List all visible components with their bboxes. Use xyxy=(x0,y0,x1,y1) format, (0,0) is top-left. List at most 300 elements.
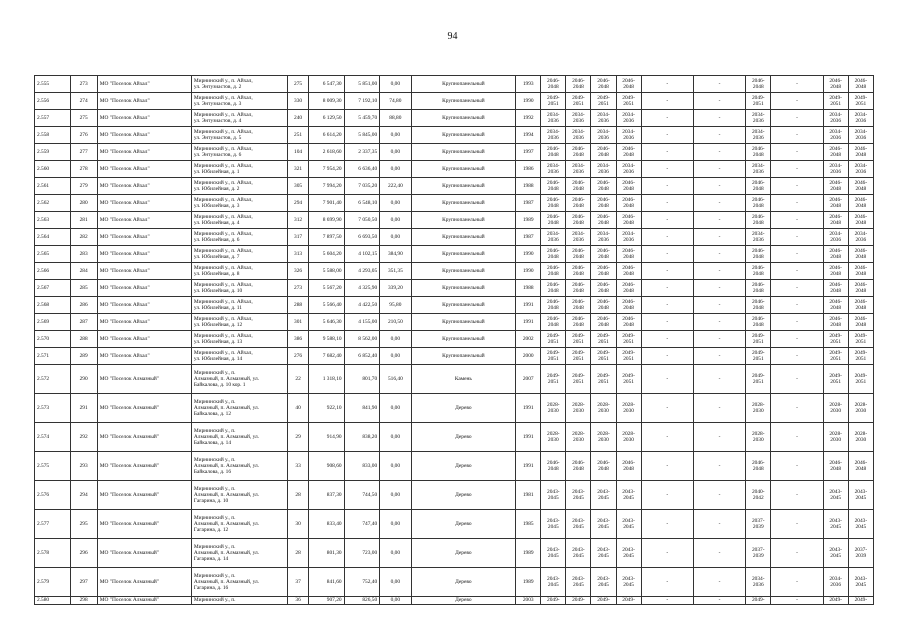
cell-apartments: 30 xyxy=(288,510,309,539)
cell-dash-2: - xyxy=(693,394,745,423)
cell-area-residential: 7 035,20 xyxy=(344,178,380,195)
cell-dash-3: - xyxy=(771,161,823,178)
cell-period-3: 2049- 2051 xyxy=(591,365,616,394)
cell-area-nonresidential: 516,40 xyxy=(380,365,411,394)
cell-area-nonresidential: 0,00 xyxy=(380,568,411,597)
cell-period-2: 2043- 2045 xyxy=(566,568,591,597)
cell-period-1: 2034- 2036 xyxy=(541,127,566,144)
cell-area-nonresidential: 0,00 xyxy=(380,452,411,481)
cell-area-residential: 826,50 xyxy=(344,597,380,605)
cell-area-residential: 4 325,90 xyxy=(344,280,380,297)
cell-number: 2.575 xyxy=(35,452,71,481)
cell-period-2: 2049- 2051 xyxy=(566,93,591,110)
cell-area-residential: 752,40 xyxy=(344,568,380,597)
cell-year-built: 1991 xyxy=(516,452,541,481)
cell-area-total: 2 618,60 xyxy=(309,144,345,161)
cell-number: 2.568 xyxy=(35,297,71,314)
cell-apartments: 251 xyxy=(288,127,309,144)
cell-apartments: 273 xyxy=(288,280,309,297)
cell-dash-2: - xyxy=(693,280,745,297)
cell-dash-3: - xyxy=(771,144,823,161)
cell-dash-2: - xyxy=(693,597,745,605)
cell-dash-3: - xyxy=(771,597,823,605)
cell-apartments: 104 xyxy=(288,144,309,161)
cell-period-5: 2040- 2042 xyxy=(746,481,771,510)
cell-address: Мирнинский у., п. Алмазный, п. Алмазный, ул. Гагарина, д. 10 xyxy=(191,481,287,510)
cell-area-nonresidential: 0,00 xyxy=(380,539,411,568)
cell-year-built: 1989 xyxy=(516,539,541,568)
cell-address: Мирнинский у., п. Айхал, ул. Юбилейная, д. 11 xyxy=(191,297,287,314)
cell-period-7: 2046- 2048 xyxy=(848,280,873,297)
cell-municipality: МО "Поселок Айхал" xyxy=(97,76,191,93)
cell-area-total: 833,40 xyxy=(309,510,345,539)
cell-address: Мирнинский у., п. Алмазный, п. Алмазный, ул. Байкалова, д. 10 кор. 1 xyxy=(191,365,287,394)
cell-wall-material: Крупнопанельный xyxy=(411,246,516,263)
cell-number: 2.558 xyxy=(35,127,71,144)
cell-area-nonresidential: 0,00 xyxy=(380,423,411,452)
cell-address: Мирнинский у., п. Айхал, ул. Юбилейная, д. 1 xyxy=(191,161,287,178)
cell-period-2: 2046- 2048 xyxy=(566,297,591,314)
cell-period-5: 2034- 2036 xyxy=(746,229,771,246)
cell-wall-material: Крупнопанельный xyxy=(411,76,516,93)
cell-wall-material: Дерево xyxy=(411,452,516,481)
table-row xyxy=(35,229,874,246)
table-row xyxy=(35,423,874,452)
cell-area-residential: 2 337,35 xyxy=(344,144,380,161)
cell-apartments: 313 xyxy=(288,246,309,263)
cell-area-nonresidential: 0,00 xyxy=(380,394,411,423)
cell-period-5: 2046- 2048 xyxy=(746,314,771,331)
cell-number: 2.557 xyxy=(35,110,71,127)
cell-year-built: 1991 xyxy=(516,314,541,331)
cell-period-1: 2028- 2030 xyxy=(541,394,566,423)
cell-id: 288 xyxy=(70,331,97,348)
cell-dash-3: - xyxy=(771,178,823,195)
cell-apartments: 276 xyxy=(288,348,309,365)
cell-id: 279 xyxy=(70,178,97,195)
cell-municipality: МО "Поселок Айхал" xyxy=(97,331,191,348)
cell-id: 298 xyxy=(70,597,97,605)
cell-period-4: 2046- 2048 xyxy=(616,452,641,481)
cell-apartments: 321 xyxy=(288,161,309,178)
cell-dash-3: - xyxy=(771,76,823,93)
cell-area-total: 7 682,40 xyxy=(309,348,345,365)
cell-period-7: 2043- 2045 xyxy=(848,510,873,539)
cell-period-3: 2049- 2051 xyxy=(591,348,616,365)
cell-area-residential: 6 548,10 xyxy=(344,195,380,212)
cell-dash-3: - xyxy=(771,280,823,297)
cell-id: 281 xyxy=(70,212,97,229)
cell-period-1: 2034- 2036 xyxy=(541,229,566,246)
cell-area-nonresidential: 0,00 xyxy=(380,348,411,365)
cell-period-6: 2046- 2048 xyxy=(823,76,848,93)
cell-municipality: МО "Поселок Алмазный" xyxy=(97,365,191,394)
cell-dash-2: - xyxy=(693,195,745,212)
cell-year-built: 1989 xyxy=(516,212,541,229)
cell-area-nonresidential: 0,00 xyxy=(380,510,411,539)
cell-period-4: 2043- 2045 xyxy=(616,510,641,539)
cell-dash-1: - xyxy=(641,161,693,178)
cell-dash-1: - xyxy=(641,568,693,597)
cell-dash-3: - xyxy=(771,263,823,280)
cell-period-5: 2049- 2051 xyxy=(746,93,771,110)
cell-period-4: 2049- 2051 xyxy=(616,93,641,110)
cell-period-2: 2046- 2048 xyxy=(566,246,591,263)
cell-year-built: 2007 xyxy=(516,365,541,394)
cell-year-built: 1991 xyxy=(516,297,541,314)
cell-dash-2: - xyxy=(693,110,745,127)
cell-municipality: МО "Поселок Айхал" xyxy=(97,127,191,144)
cell-area-nonresidential: 0,00 xyxy=(380,229,411,246)
cell-period-2: 2046- 2048 xyxy=(566,195,591,212)
cell-period-4: 2034- 2036 xyxy=(616,127,641,144)
cell-period-1: 2046- 2048 xyxy=(541,297,566,314)
cell-period-5: 2037- 2039 xyxy=(746,510,771,539)
cell-area-total: 5 604,20 xyxy=(309,246,345,263)
cell-area-nonresidential: 0,00 xyxy=(380,212,411,229)
cell-period-3: 2046- 2048 xyxy=(591,212,616,229)
cell-period-6: 2046- 2048 xyxy=(823,263,848,280)
cell-period-5: 2028- 2030 xyxy=(746,394,771,423)
cell-apartments: 301 xyxy=(288,314,309,331)
cell-period-2: 2043- 2045 xyxy=(566,539,591,568)
cell-area-residential: 744,50 xyxy=(344,481,380,510)
cell-period-3: 2046- 2048 xyxy=(591,280,616,297)
cell-period-7: 2046- 2048 xyxy=(848,452,873,481)
cell-area-total: 5 588,00 xyxy=(309,263,345,280)
cell-period-3: 2046- 2048 xyxy=(591,178,616,195)
cell-area-residential: 7 192,10 xyxy=(344,93,380,110)
cell-period-6: 2046- 2048 xyxy=(823,144,848,161)
cell-area-nonresidential: 0,00 xyxy=(380,481,411,510)
cell-dash-1: - xyxy=(641,229,693,246)
cell-dash-3: - xyxy=(771,539,823,568)
table-row xyxy=(35,263,874,280)
cell-year-built: 2000 xyxy=(516,348,541,365)
cell-period-7: 2049- xyxy=(848,597,873,605)
cell-area-nonresidential: 74,80 xyxy=(380,93,411,110)
cell-period-7: 2049- 2051 xyxy=(848,331,873,348)
cell-id: 274 xyxy=(70,93,97,110)
cell-period-1: 2049- 2051 xyxy=(541,365,566,394)
cell-period-3: 2046- 2048 xyxy=(591,144,616,161)
cell-period-1: 2046- 2048 xyxy=(541,263,566,280)
table-row xyxy=(35,568,874,597)
cell-year-built: 1988 xyxy=(516,178,541,195)
cell-dash-3: - xyxy=(771,297,823,314)
cell-period-6: 2028- 2030 xyxy=(823,423,848,452)
table-row xyxy=(35,539,874,568)
cell-period-6: 2034- 2036 xyxy=(823,127,848,144)
cell-area-nonresidential: 0,00 xyxy=(380,161,411,178)
cell-municipality: МО "Поселок Алмазный" xyxy=(97,510,191,539)
cell-address: Мирнинский у., п. xyxy=(191,597,287,605)
cell-area-total: 914,90 xyxy=(309,423,345,452)
cell-number: 2.560 xyxy=(35,161,71,178)
cell-address: Мирнинский у., п. Алмазный, п. Алмазный, ул. Байкалова, д. 16 xyxy=(191,452,287,481)
cell-area-residential: 747,40 xyxy=(344,510,380,539)
cell-year-built: 1990 xyxy=(516,263,541,280)
cell-number: 2.559 xyxy=(35,144,71,161)
cell-dash-2: - xyxy=(693,127,745,144)
cell-dash-2: - xyxy=(693,452,745,481)
cell-area-residential: 5 845,00 xyxy=(344,127,380,144)
cell-dash-3: - xyxy=(771,314,823,331)
cell-period-6: 2046- 2048 xyxy=(823,212,848,229)
cell-period-3: 2046- 2048 xyxy=(591,314,616,331)
cell-period-3: 2034- 2036 xyxy=(591,229,616,246)
cell-period-3: 2034- 2036 xyxy=(591,110,616,127)
cell-year-built: 1994 xyxy=(516,127,541,144)
cell-period-6: 2049- xyxy=(823,597,848,605)
cell-id: 284 xyxy=(70,263,97,280)
cell-period-4: 2046- 2048 xyxy=(616,195,641,212)
cell-year-built: 1987 xyxy=(516,195,541,212)
table-row xyxy=(35,394,874,423)
cell-area-nonresidential: 0,00 xyxy=(380,195,411,212)
cell-dash-2: - xyxy=(693,178,745,195)
cell-period-1: 2049- 2051 xyxy=(541,348,566,365)
cell-period-2: 2046- 2048 xyxy=(566,212,591,229)
cell-dash-3: - xyxy=(771,452,823,481)
cell-apartments: 294 xyxy=(288,195,309,212)
cell-area-total: 5 646,30 xyxy=(309,314,345,331)
cell-dash-1: - xyxy=(641,280,693,297)
cell-address: Мирнинский у., п. Айхал, ул. Юбилейная, д. 3 xyxy=(191,195,287,212)
cell-area-nonresidential: 339,20 xyxy=(380,280,411,297)
cell-year-built: 1991 xyxy=(516,423,541,452)
cell-apartments: 33 xyxy=(288,452,309,481)
cell-period-3: 2043- 2045 xyxy=(591,481,616,510)
cell-period-7: 2046- 2048 xyxy=(848,263,873,280)
cell-period-7: 2046- 2048 xyxy=(848,76,873,93)
cell-number: 2.561 xyxy=(35,178,71,195)
cell-period-1: 2046- 2048 xyxy=(541,452,566,481)
cell-period-2: 2028- 2030 xyxy=(566,394,591,423)
cell-period-6: 2049- 2051 xyxy=(823,331,848,348)
cell-municipality: МО "Поселок Айхал" xyxy=(97,93,191,110)
cell-area-total: 5 566,40 xyxy=(309,297,345,314)
cell-area-residential: 6 693,50 xyxy=(344,229,380,246)
cell-area-residential: 841,90 xyxy=(344,394,380,423)
table-row xyxy=(35,212,874,229)
cell-id: 286 xyxy=(70,297,97,314)
cell-wall-material: Крупнопанельный xyxy=(411,348,516,365)
cell-area-nonresidential: 222,40 xyxy=(380,178,411,195)
cell-id: 293 xyxy=(70,452,97,481)
cell-apartments: 330 xyxy=(288,93,309,110)
cell-period-6: 2046- 2048 xyxy=(823,178,848,195)
cell-id: 273 xyxy=(70,76,97,93)
cell-dash-3: - xyxy=(771,331,823,348)
cell-dash-1: - xyxy=(641,452,693,481)
table-row xyxy=(35,452,874,481)
cell-dash-3: - xyxy=(771,348,823,365)
cell-period-7: 2046- 2048 xyxy=(848,297,873,314)
cell-year-built: 2003 xyxy=(516,597,541,605)
cell-dash-3: - xyxy=(771,246,823,263)
cell-id: 280 xyxy=(70,195,97,212)
cell-period-5: 2034- 2036 xyxy=(746,110,771,127)
cell-period-2: 2046- 2048 xyxy=(566,452,591,481)
cell-area-residential: 8 562,00 xyxy=(344,331,380,348)
cell-area-residential: 5 851,00 xyxy=(344,76,380,93)
table-row xyxy=(35,76,874,93)
cell-dash-1: - xyxy=(641,144,693,161)
cell-year-built: 1989 xyxy=(516,568,541,597)
cell-period-4: 2046- 2048 xyxy=(616,297,641,314)
cell-year-built: 1990 xyxy=(516,93,541,110)
cell-number: 2.565 xyxy=(35,246,71,263)
cell-municipality: МО "Поселок Алмазный" xyxy=(97,539,191,568)
cell-apartments: 22 xyxy=(288,365,309,394)
cell-id: 296 xyxy=(70,539,97,568)
cell-period-5: 2049- 2051 xyxy=(746,348,771,365)
cell-number: 2.555 xyxy=(35,76,71,93)
cell-wall-material: Камень xyxy=(411,365,516,394)
cell-wall-material: Крупнопанельный xyxy=(411,110,516,127)
cell-number: 2.556 xyxy=(35,93,71,110)
cell-period-5: 2046- 2048 xyxy=(746,246,771,263)
cell-period-6: 2046- 2048 xyxy=(823,280,848,297)
cell-area-total: 6 614,20 xyxy=(309,127,345,144)
cell-wall-material: Крупнопанельный xyxy=(411,297,516,314)
cell-period-7: 2034- 2036 xyxy=(848,110,873,127)
cell-period-3: 2028- 2030 xyxy=(591,394,616,423)
cell-area-residential: 5 459,70 xyxy=(344,110,380,127)
cell-dash-1: - xyxy=(641,93,693,110)
cell-municipality: МО "Поселок Алмазный" xyxy=(97,481,191,510)
cell-period-3: 2046- 2048 xyxy=(591,195,616,212)
cell-year-built: 1981 xyxy=(516,481,541,510)
cell-dash-2: - xyxy=(693,348,745,365)
cell-period-6: 2046- 2048 xyxy=(823,246,848,263)
cell-municipality: МО "Поселок Алмазный" xyxy=(97,568,191,597)
cell-period-4: 2046- 2048 xyxy=(616,280,641,297)
cell-address: Мирнинский у., п. Айхал, ул. Юбилейная, д. 14 xyxy=(191,348,287,365)
cell-area-residential: 4 155,00 xyxy=(344,314,380,331)
cell-period-5: 2028- 2030 xyxy=(746,423,771,452)
cell-period-2: 2046- 2048 xyxy=(566,178,591,195)
cell-number: 2.573 xyxy=(35,394,71,423)
cell-dash-1: - xyxy=(641,510,693,539)
housing-table xyxy=(34,75,874,605)
cell-period-4: 2043- 2045 xyxy=(616,568,641,597)
cell-dash-1: - xyxy=(641,263,693,280)
cell-period-1: 2046- 2048 xyxy=(541,76,566,93)
cell-period-2: 2046- 2048 xyxy=(566,280,591,297)
cell-id: 283 xyxy=(70,246,97,263)
cell-dash-1: - xyxy=(641,127,693,144)
cell-apartments: 288 xyxy=(288,297,309,314)
cell-area-total: 1 318,10 xyxy=(309,365,345,394)
cell-period-5: 2049- 2051 xyxy=(746,365,771,394)
cell-dash-1: - xyxy=(641,178,693,195)
cell-period-2: 2049- 2051 xyxy=(566,365,591,394)
cell-wall-material: Дерево xyxy=(411,394,516,423)
cell-area-total: 8 699,90 xyxy=(309,212,345,229)
cell-municipality: МО "Поселок Айхал" xyxy=(97,263,191,280)
cell-dash-3: - xyxy=(771,510,823,539)
cell-period-5: 2046- 2048 xyxy=(746,452,771,481)
cell-apartments: 275 xyxy=(288,76,309,93)
cell-year-built: 1986 xyxy=(516,161,541,178)
cell-period-7: 2043- 2045 xyxy=(848,481,873,510)
cell-period-3: 2034- 2036 xyxy=(591,127,616,144)
cell-period-6: 2049- 2051 xyxy=(823,348,848,365)
cell-area-nonresidential: 0,00 xyxy=(380,127,411,144)
cell-period-6: 2043- 2045 xyxy=(823,539,848,568)
cell-id: 295 xyxy=(70,510,97,539)
cell-period-1: 2034- 2036 xyxy=(541,110,566,127)
cell-period-5: 2046- 2048 xyxy=(746,297,771,314)
cell-municipality: МО "Поселок Алмазный" xyxy=(97,394,191,423)
cell-period-5: 2049- xyxy=(746,597,771,605)
cell-period-5: 2034- 2036 xyxy=(746,161,771,178)
cell-period-7: 2043- 2045 xyxy=(848,568,873,597)
table-row xyxy=(35,314,874,331)
cell-number: 2.564 xyxy=(35,229,71,246)
cell-period-6: 2046- 2048 xyxy=(823,195,848,212)
cell-period-3: 2049- 2051 xyxy=(591,93,616,110)
cell-dash-2: - xyxy=(693,314,745,331)
cell-area-residential: 6 852,40 xyxy=(344,348,380,365)
cell-period-2: 2034- 2036 xyxy=(566,161,591,178)
cell-period-7: 2034- 2036 xyxy=(848,229,873,246)
cell-wall-material: Дерево xyxy=(411,568,516,597)
cell-wall-material: Крупнопанельный xyxy=(411,93,516,110)
cell-area-total: 841,60 xyxy=(309,568,345,597)
cell-period-1: 2046- 2048 xyxy=(541,178,566,195)
cell-period-2: 2046- 2048 xyxy=(566,263,591,280)
cell-dash-3: - xyxy=(771,365,823,394)
cell-municipality: МО "Поселок Алмазный" xyxy=(97,452,191,481)
cell-area-total: 7 994,20 xyxy=(309,178,345,195)
cell-apartments: 386 xyxy=(288,331,309,348)
cell-dash-1: - xyxy=(641,394,693,423)
table-row xyxy=(35,161,874,178)
cell-period-4: 2049- 2051 xyxy=(616,348,641,365)
cell-number: 2.566 xyxy=(35,263,71,280)
table-body xyxy=(35,76,874,605)
table-row xyxy=(35,246,874,263)
cell-municipality: МО "Поселок Айхал" xyxy=(97,110,191,127)
cell-period-2: 2034- 2036 xyxy=(566,110,591,127)
cell-apartments: 312 xyxy=(288,212,309,229)
cell-period-3: 2049- 2051 xyxy=(591,331,616,348)
cell-wall-material: Крупнопанельный xyxy=(411,314,516,331)
cell-apartments: 326 xyxy=(288,263,309,280)
cell-period-7: 2049- 2051 xyxy=(848,348,873,365)
cell-period-2: 2034- 2036 xyxy=(566,229,591,246)
cell-period-6: 2034- 2036 xyxy=(823,110,848,127)
cell-address: Мирнинский у., п. Айхал, ул. Энтузиастов, д. 3 xyxy=(191,93,287,110)
cell-period-7: 2034- 2036 xyxy=(848,127,873,144)
cell-dash-3: - xyxy=(771,127,823,144)
cell-period-7: 2046- 2048 xyxy=(848,195,873,212)
cell-period-4: 2046- 2048 xyxy=(616,314,641,331)
cell-dash-2: - xyxy=(693,539,745,568)
cell-id: 277 xyxy=(70,144,97,161)
cell-period-2: 2034- 2036 xyxy=(566,127,591,144)
cell-dash-3: - xyxy=(771,229,823,246)
cell-municipality: МО "Поселок Айхал" xyxy=(97,280,191,297)
cell-area-nonresidential: 0,00 xyxy=(380,76,411,93)
cell-area-residential: 4 102,15 xyxy=(344,246,380,263)
cell-municipality: МО "Поселок Айхал" xyxy=(97,178,191,195)
cell-period-1: 2046- 2048 xyxy=(541,144,566,161)
cell-address: Мирнинский у., п. Айхал, ул. Энтузиастов, д. 4 xyxy=(191,110,287,127)
